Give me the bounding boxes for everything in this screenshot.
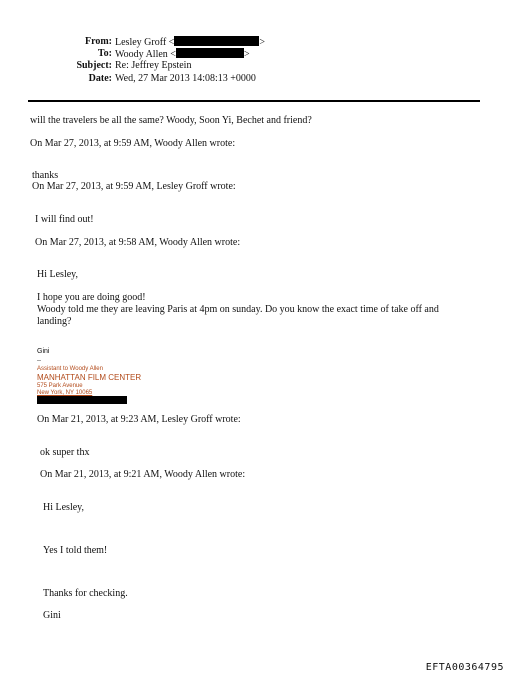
- body-line: Yes I told them!: [43, 545, 108, 556]
- quote-header: On Mar 27, 2013, at 9:59 AM, Lesley Groff wrote:: [32, 181, 236, 192]
- redaction-box: [37, 396, 127, 404]
- signature-name: Gini: [37, 348, 50, 355]
- from-bracket: >: [259, 37, 265, 48]
- body-line: I will find out!: [35, 214, 94, 225]
- body-line: Hi Lesley,: [43, 502, 85, 513]
- signature-company: MANHATTAN FILM CENTER: [37, 373, 142, 382]
- to-name: Woody Allen <: [115, 49, 176, 60]
- body-line: will the travelers be all the same? Woody, Soon Yi, Bechet and friend?: [30, 115, 312, 126]
- body-line: ok super thx: [40, 447, 90, 458]
- subject-label: Subject:: [76, 60, 112, 71]
- signature-address-city: New York, NY 10065: [37, 390, 93, 396]
- body-line: Woody told me they are leaving Paris at 4pm on sunday. Do you know the exact time of take off and: [37, 304, 439, 315]
- date-value: Wed, 27 Mar 2013 14:08:13 +0000: [115, 73, 256, 84]
- quote-header: On Mar 21, 2013, at 9:23 AM, Lesley Groff wrote:: [37, 414, 241, 425]
- quote-header: On Mar 21, 2013, at 9:21 AM, Woody Allen wrote:: [40, 469, 246, 480]
- quote-header: On Mar 27, 2013, at 9:58 AM, Woody Allen wrote:: [35, 237, 241, 248]
- signature-dash: --: [37, 358, 41, 364]
- from-label: From:: [84, 36, 112, 47]
- body-line: I hope you are doing good!: [37, 292, 146, 303]
- document-id: EFTA00364795: [425, 662, 504, 673]
- body-line: thanks: [32, 170, 59, 181]
- redaction-box: [176, 48, 244, 58]
- redaction-box: [174, 36, 259, 46]
- body-line: Thanks for checking.: [43, 588, 128, 599]
- date-label: Date:: [88, 73, 112, 84]
- signature-title: Assistant to Woody Allen: [37, 366, 103, 372]
- body-line: Hi Lesley,: [37, 269, 79, 280]
- quote-header: On Mar 27, 2013, at 9:59 AM, Woody Allen wrote:: [30, 138, 236, 149]
- to-bracket: >: [243, 49, 250, 60]
- subject-value: Re: Jeffrey Epstein: [115, 60, 192, 71]
- to-label: To:: [97, 48, 112, 59]
- signature-address-street: 575 Park Avenue: [37, 383, 83, 389]
- header-divider: [28, 100, 480, 102]
- from-name: Lesley Groff <: [115, 37, 175, 48]
- body-line: Gini: [43, 610, 61, 621]
- body-line: landing?: [37, 316, 72, 327]
